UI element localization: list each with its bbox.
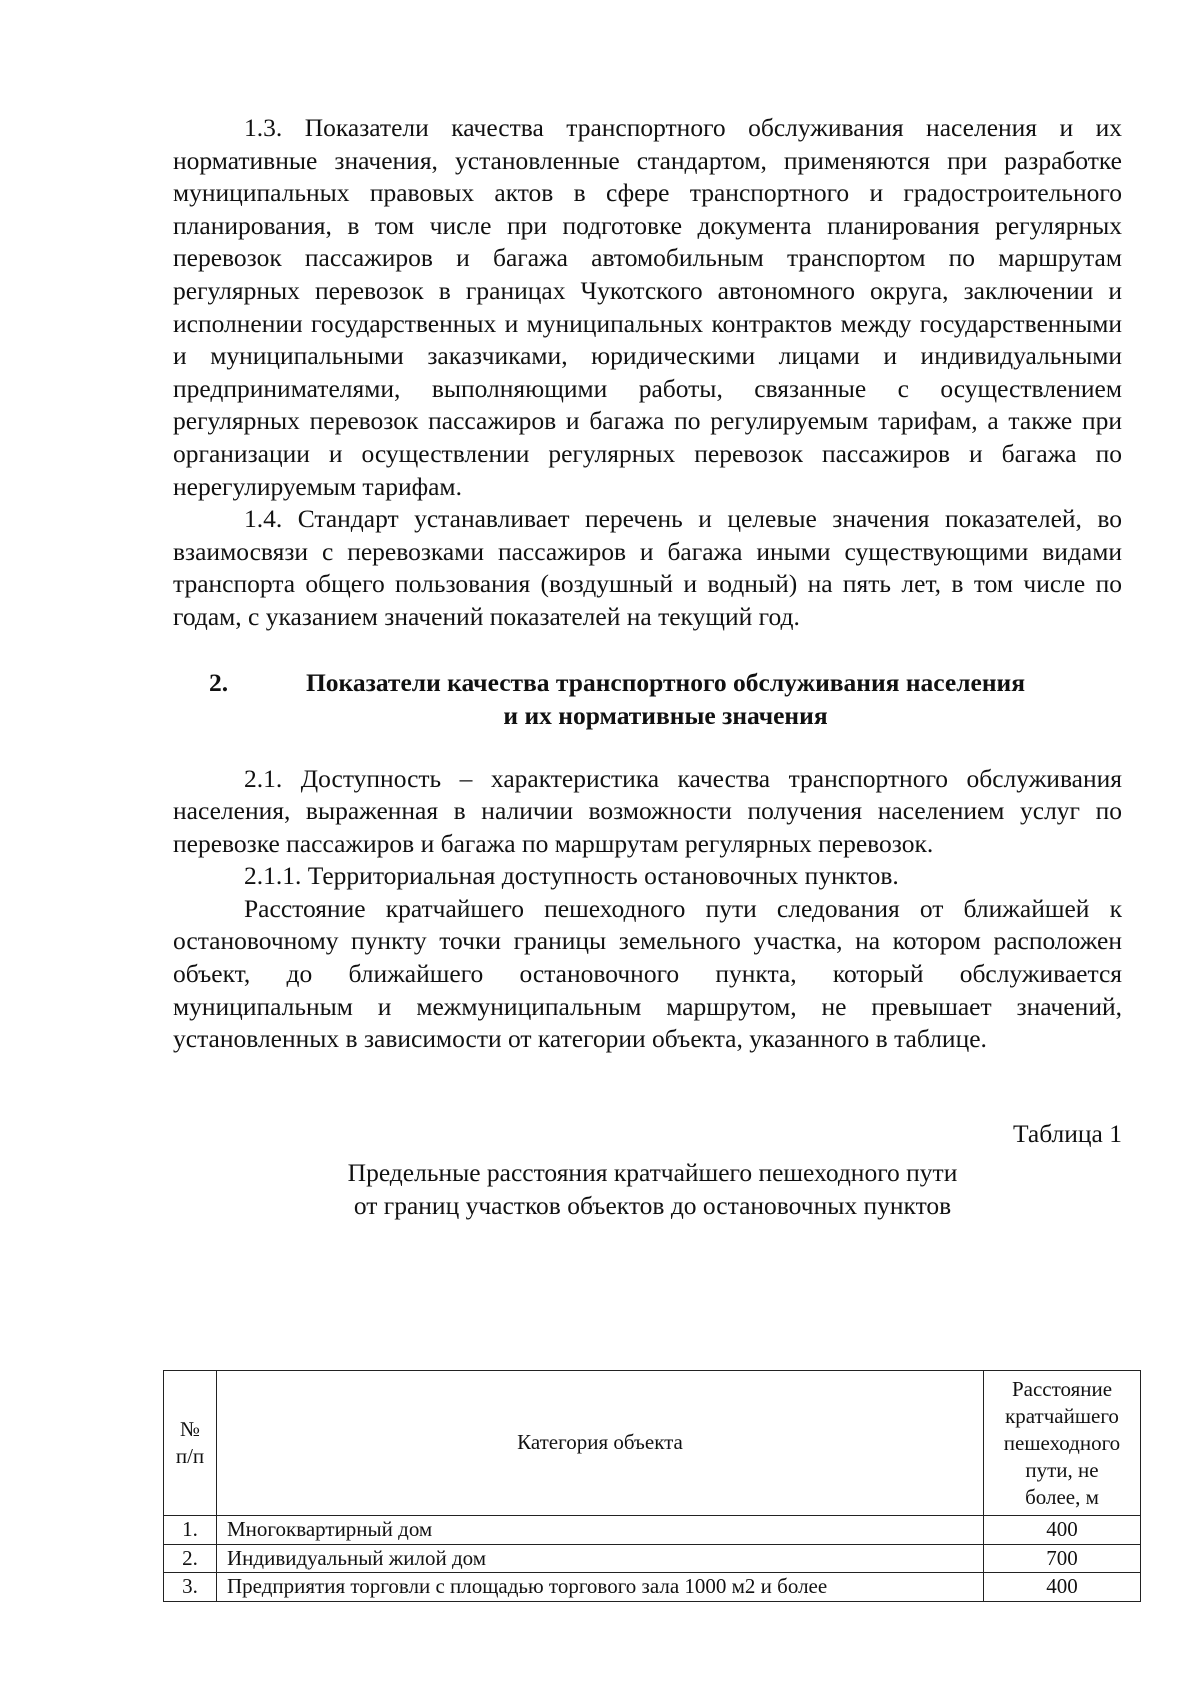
row-distance: 400	[984, 1516, 1141, 1545]
table-row	[164, 1573, 1141, 1602]
header-distance-line: более, м	[1025, 1484, 1099, 1509]
row-category: Многоквартирный дом	[217, 1516, 984, 1545]
distance-table	[163, 1370, 1141, 1602]
header-distance-line: Расстояние	[1011, 1376, 1113, 1401]
header-distance-line: пути, не	[1025, 1457, 1099, 1482]
paragraph-1-4: 1.4. Стандарт устанавливает перечень и целевые значения показателей, во взаимосвязи с перевозками пассажиров и багажа иными существующими видами транспорта общего пользования (воздушный и водный) на пять лет, в том числе по годам, с указанием значений показателей на текущий год.	[173, 504, 1122, 631]
table-row	[164, 1544, 1141, 1573]
paragraph-distance: Расстояние кратчайшего пешеходного пути следования от ближайшей к остановочному пункту точки границы земельного участка, на котором расположен объект, до ближайшего остановочного пункта, который обслуживается муниципальным и межмуниципальным маршрутом, не превышает значений, установленных в зависимости от категории объекта, указанного в таблице.	[173, 893, 1122, 1054]
paragraph-1-3: 1.3. Показатели качества транспортного обслуживания населения и их нормативные значения, установленные стандартом, применяются при разработке муниципальных правовых актов в сфере транспортного и градостроительного планирования, в том числе при подготовке документа планирования регулярных перевозок пассажиров и багажа автомобильным транспортом по маршрутам регулярных перевозок в границах Чукотского автономного округа, заключении и исполнении государственных и муниципальных контрактов между государственными и муниципальными заказчиками, юридическими лицами и индивидуальными предпринимателями, выполняющими работы, связанные с осуществлением регулярных перевозок пассажиров и багажа по регулируемым тарифам, а также при организации и осуществлении регулярных перевозок пассажиров и багажа по нерегулируемым тарифам.	[173, 113, 1122, 501]
table-row	[164, 1516, 1141, 1545]
section-title-line-2: и их нормативные значения	[503, 700, 828, 730]
row-distance: 700	[984, 1544, 1141, 1573]
header-distance	[984, 1371, 1141, 1516]
row-category: Индивидуальный жилой дом	[217, 1544, 984, 1573]
paragraph-2-1: 2.1. Доступность – характеристика качества транспортного обслуживания населения, выраженная в наличии возможности получения населением услуг по перевозке пассажиров и багажа по маршрутам регулярных перевозок.	[173, 763, 1122, 858]
table-header-row	[164, 1371, 1141, 1516]
header-number-symbol: №	[179, 1416, 201, 1441]
header-distance-line: пешеходного	[1003, 1430, 1121, 1455]
table-label: Таблица 1	[1012, 1118, 1122, 1148]
section-title-line-1: Показатели качества транспортного обслуживания населения	[305, 667, 1026, 697]
row-category: Предприятия торговли с площадью торгового зала 1000 м2 и более	[217, 1573, 984, 1602]
section-heading-2	[173, 666, 1122, 732]
header-distance-line: кратчайшего	[1005, 1403, 1119, 1428]
row-distance: 400	[984, 1573, 1141, 1602]
header-number	[164, 1371, 217, 1516]
header-number-abbr: п/п	[175, 1444, 205, 1468]
header-category: Категория объекта	[217, 1371, 984, 1516]
row-number: 1.	[164, 1516, 217, 1545]
document-page	[173, 112, 1122, 1222]
row-number: 2.	[164, 1544, 217, 1573]
row-number: 3.	[164, 1573, 217, 1602]
section-number: 2.	[209, 667, 229, 697]
table-title-line-2: от границ участков объектов до остановочных пунктов	[353, 1190, 952, 1220]
table-title-line-1: Предельные расстояния кратчайшего пешеходного пути	[347, 1157, 958, 1187]
paragraph-2-1-1: 2.1.1. Территориальная доступность остановочных пунктов.	[244, 861, 899, 891]
table-title	[173, 1156, 1122, 1222]
